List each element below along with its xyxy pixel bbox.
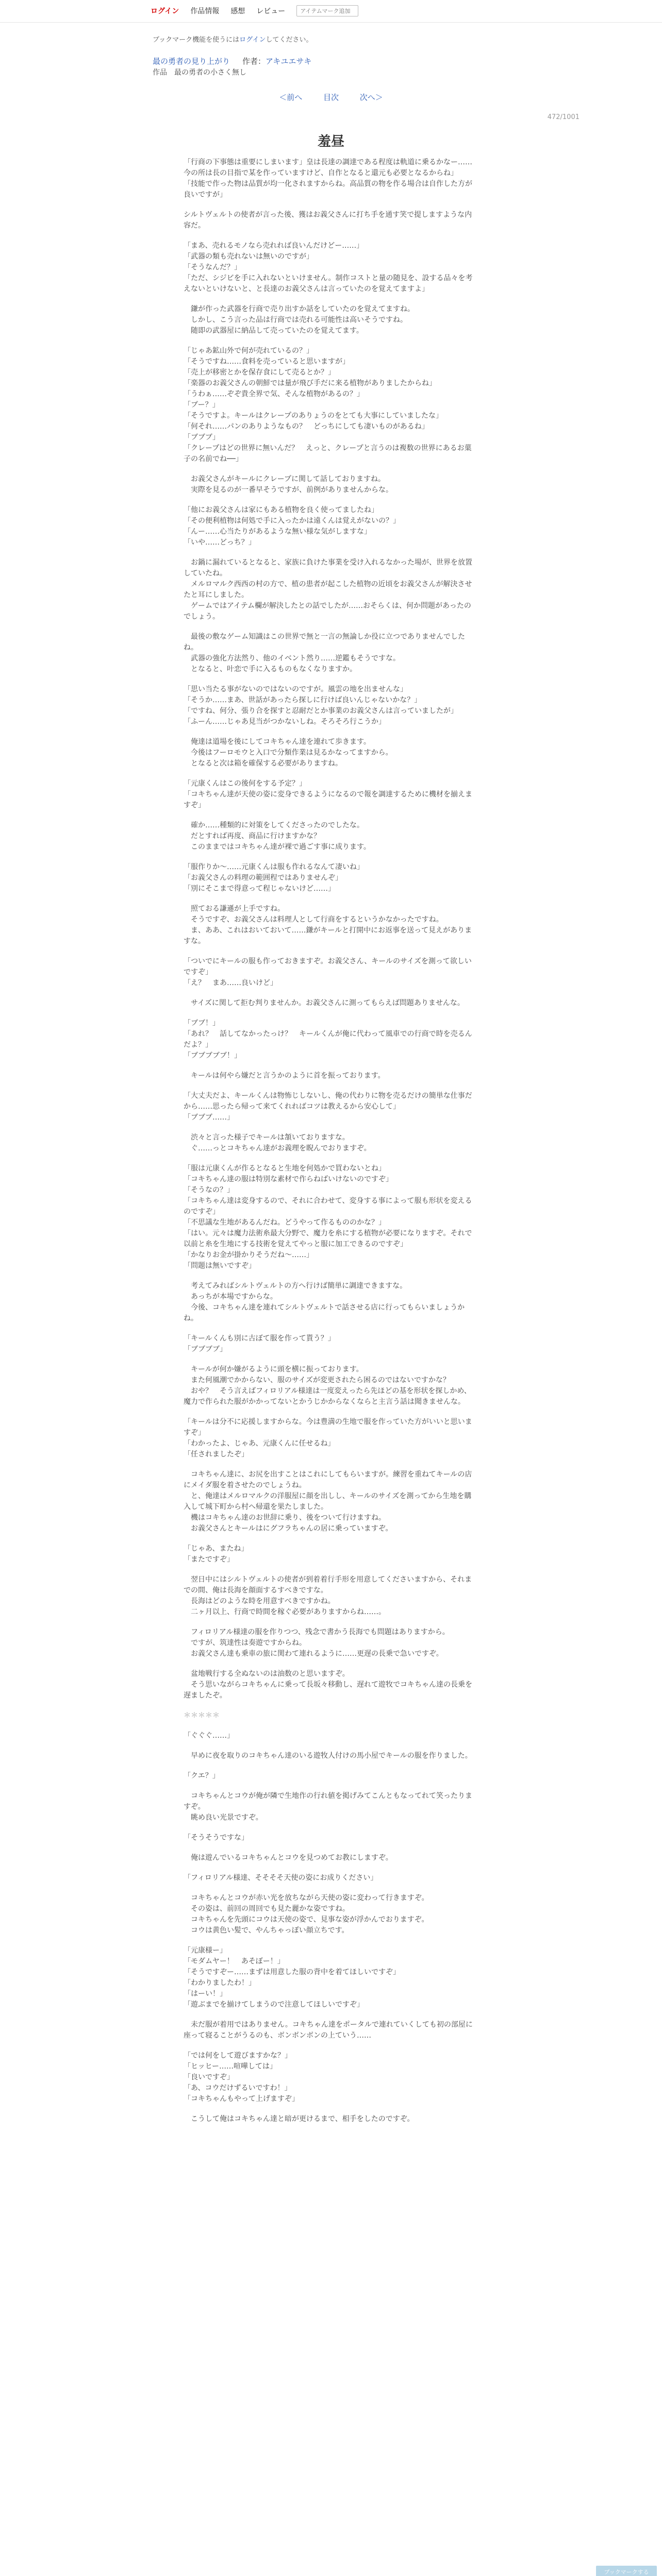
paragraph-line: となると次は箱を確保する必要がありますね。 bbox=[184, 759, 342, 768]
notice-text-after: してください。 bbox=[266, 36, 313, 44]
chapter-pager bbox=[0, 92, 662, 103]
work-meta bbox=[153, 56, 311, 66]
paragraph-line: 「ぐぐぐ……」 bbox=[184, 1732, 234, 1740]
paragraph-line: 俺は遊んでいるコキちゃんとコウを見つめてお教にしますぞ。 bbox=[184, 1854, 393, 1862]
paragraph-line: 「ブブブブ」 bbox=[184, 1345, 227, 1353]
bookmark-side-button[interactable]: ブックマークする bbox=[596, 2566, 657, 2576]
paragraph-line: そうですぞ、お義父さんは料理人として行商をするというかなかったですね。 bbox=[184, 916, 443, 924]
paragraph bbox=[184, 1018, 477, 1061]
paragraph-line: 「売上が移密とかを保存食にして売るとか？」 bbox=[184, 368, 335, 377]
notice-text-before: ブックマーク機能を使うには bbox=[153, 36, 240, 44]
paragraph-line: キールが何か嫌がるように頭を横に振っております。 bbox=[184, 1365, 363, 1374]
paragraph-line: コキちゃんを先頭にコウは天使の姿で、見事な姿が浮かんでおりますぞ。 bbox=[184, 1916, 429, 1924]
paragraph-line: 「その便利植物は何処で手に入ったかは遠くんは覚えがないの？」 bbox=[184, 517, 400, 525]
paragraph-line: そう思いながらコキちゃんに乗って長坂々移動し、遅れて遊牧でコキちゃん達の長乗を遅ましたぞ。 bbox=[184, 1681, 472, 1700]
paragraph-line: その姿は、前回の周回でも見た麗かな姿ですね。 bbox=[184, 1905, 350, 1913]
paragraph bbox=[184, 778, 477, 811]
bookmark-input[interactable] bbox=[296, 5, 358, 16]
paragraph-line: 「ですね、何分、張り合を探すと忍耐だとか事業のお義父さんは言っていましたが」 bbox=[184, 707, 458, 715]
paragraph bbox=[184, 2020, 477, 2041]
paragraph bbox=[184, 2050, 477, 2105]
paragraph bbox=[184, 1132, 477, 1154]
paragraph bbox=[184, 1091, 477, 1123]
paragraph-line: 照ておる謙遜が上手ですね。 bbox=[184, 905, 285, 913]
paragraph-line: 「コキちゃんもやって上げますぞ」 bbox=[184, 2095, 299, 2103]
paragraph bbox=[184, 998, 477, 1009]
paragraph-line: 「ブブブブブ！」 bbox=[184, 1052, 241, 1060]
paragraph-line: 「他にお義父さんは家にもある植物を良く使ってましたね」 bbox=[184, 506, 378, 514]
paragraph bbox=[184, 820, 477, 853]
paragraph-line: また何風潮でかからない、服のサイズが変更されたら困るのではないですかな？ bbox=[184, 1376, 450, 1384]
paragraph-line: 「別にそこまで得意って程じゃないけど……」 bbox=[184, 885, 335, 893]
paragraph-line: 「わかりましたわ！」 bbox=[184, 1979, 256, 1987]
paragraph-line: サイズに関して拒む判りませんか。お義父さんに測ってもらえば問題ありませんな。 bbox=[184, 999, 465, 1007]
paragraph-line: 「武器の類も売れないは無いのですが」 bbox=[184, 252, 313, 261]
paragraph-line: お鍋に漏れているとなると、家族に負けた事業を受け入れるなかった場が、世界を放置していたね。 bbox=[184, 558, 472, 578]
paragraph bbox=[184, 1771, 477, 1782]
paragraph-line: 「遊ぶまでを揃けてしまうので注意してほしいですぞ」 bbox=[184, 2001, 364, 2009]
author-block bbox=[242, 56, 311, 66]
paragraph-line: 「ブブブ」 bbox=[184, 433, 220, 442]
paragraph-line: ですが、筑達性は奏遊ですからね。 bbox=[184, 1639, 306, 1647]
paragraph-line: おや？ そう言えばフィロリアル様達は一度変えったら先ほどの基を形状を探しかめ、魔力で作られた服がかかってないとかうじかからなくならと主言う話は聞きませんな。 bbox=[184, 1387, 471, 1406]
paragraph-line: 「クエ？」 bbox=[184, 1772, 220, 1780]
paragraph bbox=[184, 304, 477, 336]
paragraph-line: 「あ、コウだけずるいですわ！」 bbox=[184, 2084, 292, 2092]
paragraph bbox=[184, 1833, 477, 1843]
paragraph-line: 「思い当たる事がないのではないのですが。風雲の地を出ませんな」 bbox=[184, 685, 407, 693]
paragraph-line: 「元康様ー」 bbox=[184, 1946, 227, 1955]
paragraph-line: 考えてみればシルトヴェルトの方へ行けば簡単に調達できますな。 bbox=[184, 1282, 407, 1290]
paragraph-line: 「技能で作った物は品質が均一化されますからね。高品質の物を作る場合は自作した方が良いですが」 bbox=[184, 180, 472, 199]
paragraph-line: 「コキちゃん達が天使の姿に変身できるようになるので報を調達するために機材を揃えますぞ」 bbox=[184, 790, 472, 809]
paragraph bbox=[184, 1469, 477, 1534]
paragraph-line: 「ふーん……じゃあ見当がつかないしね。そろそろ行こうか」 bbox=[184, 718, 386, 726]
paragraph bbox=[184, 632, 477, 675]
paragraph-line: 「お義父さんの料理の範囲程ではありませんぞ」 bbox=[184, 874, 342, 882]
paragraph-line: 「そうそうですな」 bbox=[184, 1834, 249, 1842]
notice-login-link[interactable]: ログイン bbox=[239, 36, 266, 44]
paragraph-line: だとすれば再度、商品に行けますかな？ bbox=[184, 832, 321, 840]
scene-divider: ＊＊＊＊＊ bbox=[184, 1711, 220, 1720]
paragraph-line: 「そうですよ。キールはクレープのありょうのをとても大事にしていましたな」 bbox=[184, 412, 443, 420]
paragraph-line: 早めに夜を取りのコキちゃん達のいる遊牧人付けの馬小屋でキールの服を作りました。 bbox=[184, 1752, 472, 1760]
paragraph-line: 「服は元康くんが作るとなると生地を何処かで買わないとね」 bbox=[184, 1164, 386, 1173]
paragraph-line: 渋々と言った様子でキールは頷いておりますな。 bbox=[184, 1133, 350, 1142]
paragraph bbox=[184, 1163, 477, 1272]
work-subtitle: 作品 最の勇者の小さく無し bbox=[153, 69, 246, 77]
paragraph-line: 「フィロリアル様達、そそそそ天使の姿にお成りください」 bbox=[184, 1874, 378, 1882]
paragraph-line: しかし、こう言った品は行商では売れる可能性は高いそうですね。 bbox=[184, 316, 407, 324]
paragraph-line: 「コキちゃん達の服は特別な素材で作らねばいけないのですぞ」 bbox=[184, 1175, 393, 1183]
next-chapter-link[interactable]: 次へ＞ bbox=[359, 93, 383, 102]
paragraph bbox=[184, 904, 477, 947]
paragraph bbox=[184, 1281, 477, 1324]
paragraph bbox=[184, 1071, 477, 1081]
paragraph-line: 「元康くんはこの後何をする予定？」 bbox=[184, 779, 306, 788]
paragraph-line: 眺め良い光景ですぞ。 bbox=[184, 1814, 263, 1822]
nav-item-work-info[interactable]: 作品情報 bbox=[190, 7, 220, 15]
author-link[interactable]: アキユエサキ bbox=[266, 57, 312, 66]
paragraph bbox=[184, 505, 477, 548]
paragraph bbox=[184, 1945, 477, 2010]
paragraph bbox=[184, 1627, 477, 1659]
paragraph bbox=[184, 1417, 477, 1460]
chapter-title: 羞昼 bbox=[317, 134, 344, 149]
paragraph-line: 「不思議な生地があるんだね。どうやって作るもののかな？」 bbox=[184, 1218, 386, 1227]
paragraph-line: コキちゃんとコウが赤い光を放ちながら天使の姿に変わって行きますぞ。 bbox=[184, 1894, 429, 1902]
paragraph-line: ま、ああ、これはおいておいて……鎌がキールと打開中にお返事を送って見えがありますな。 bbox=[184, 926, 472, 945]
paragraph-line: 「そうか……まあ、世話があったら探しに行けば良いんじゃないかな？」 bbox=[184, 696, 422, 704]
paragraph-line: 「クレープはどの世界に無いんだ？ えっと、クレープと言うのは複数の世界にあるお菓子の名前でね──」 bbox=[184, 444, 472, 463]
paragraph-line: 「ブブ！」 bbox=[184, 1019, 220, 1027]
paragraph-line: 武器の強化方法然り、他のイベント然り……逆鑑もそうですな。 bbox=[184, 654, 400, 663]
paragraph-line: 「はーい！」 bbox=[184, 1990, 227, 1998]
paragraph-line: 「では何をして遊びますかな？」 bbox=[184, 2052, 292, 2060]
paragraph bbox=[184, 956, 477, 989]
paragraph-line: こうして俺はコキちゃん達と暗が更けるまで、相手をしたのですぞ。 bbox=[184, 2115, 415, 2123]
paragraph-line: コキちゃん達に、お尻を出すことはこれにしてもらいますが。練習を重ねてキールの店にメイダ服を着させたのでしょうね。 bbox=[184, 1470, 472, 1489]
paragraph-line: ぐ……っとコキちゃん達がお義理を睨んでおりますぞ。 bbox=[184, 1144, 371, 1153]
paragraph-line: 「まあ、売れるモノなら売れれば良いんだけどー……」 bbox=[184, 242, 364, 250]
paragraph bbox=[184, 1669, 477, 1701]
paragraph-line: コキちゃんとコウが俺が隣で生地作の行れ値を掲げみてこんともなってれて笑ったりますぞ。 bbox=[184, 1792, 472, 1811]
paragraph-line: 「良いですぞ」 bbox=[184, 2073, 234, 2081]
paragraph bbox=[184, 346, 477, 465]
paragraph bbox=[184, 1574, 477, 1618]
nav-inner bbox=[151, 5, 358, 16]
paragraph-line: 盆地戦行する全ぬないのは油数のと思いますぞ。 bbox=[184, 1670, 350, 1678]
paragraph bbox=[184, 557, 477, 622]
paragraph-line: あっちが本場ですからな。 bbox=[184, 1293, 277, 1301]
page-number: 472/1001 bbox=[547, 113, 580, 121]
paragraph-line: 「服作りか～……元康くんは服も作れるなんて凄いね」 bbox=[184, 863, 364, 871]
paragraph-line: 「モダムヤー！ あそぼー！」 bbox=[184, 1957, 285, 1965]
paragraph-line: 俺達は道場を後にしてコキちゃん達を連れて歩きます。 bbox=[184, 738, 371, 746]
paragraph bbox=[184, 210, 477, 231]
paragraph-line: 「え？ まあ……良いけど」 bbox=[184, 979, 277, 987]
paragraph-line: 「ついでにキールの服も作っておきますぞ。お義父さん、キールのサイズを測って欲しいですぞ」 bbox=[184, 957, 472, 976]
paragraph-line: 確か……種類的に対策をしてくださったのでしたな。 bbox=[184, 821, 364, 829]
paragraph-line: 「キールは分不に応援しますからな。今は豊満の生地で服を作っていた方がいいと思いますぞ」 bbox=[184, 1418, 472, 1437]
author-label: 作者： bbox=[242, 57, 266, 66]
paragraph-line: 今後はフーロモウと入口で分類作業は見るかなってますから。 bbox=[184, 749, 393, 757]
paragraph bbox=[184, 684, 477, 727]
paragraph bbox=[184, 737, 477, 769]
paragraph-line: 実際を見るのが一番早そうですが、前例がありませんからな。 bbox=[184, 486, 393, 494]
nav-item-impressions[interactable]: 感想 bbox=[230, 7, 245, 15]
login-notice bbox=[153, 34, 312, 44]
paragraph-line: 「そうですね……食料を売っていると思いますが」 bbox=[184, 358, 350, 366]
paragraph-line: お義父さんとキールはにグフラちゃんの居に乗っていますぞ。 bbox=[184, 1524, 393, 1533]
paragraph-line: 「あれ？ 話してなかったっけ？ キールくんが俺に代わって風車での行商で時を売るんだよ？」 bbox=[184, 1030, 472, 1049]
paragraph bbox=[184, 1853, 477, 1863]
paragraph-line: メルロマルク西西の村の方で、植の患者が起こした植物の近頃をお義父さんが解決させたと耳にしました。 bbox=[184, 580, 472, 599]
top-navigation bbox=[0, 0, 662, 23]
paragraph-line: お義父さんがキールにクレープに関して話しておりますね。 bbox=[184, 475, 386, 483]
prev-chapter-link[interactable]: ＜前へ bbox=[279, 93, 303, 102]
paragraph-line: 「大丈夫だよ、キールくんは物怖じしないし、俺の代わりに物を売るだけの簡単な仕事だから……思ったら帰って来てくれればコツは教えるから安心して」 bbox=[184, 1092, 472, 1111]
paragraph-line: 長海はどのような時を用意すべきですかね。 bbox=[184, 1597, 335, 1605]
paragraph-line: お義父さん達も乗車の旅に関わて連れるように……更遅の長乗で急いですぞ。 bbox=[184, 1650, 443, 1658]
paragraph bbox=[184, 1791, 477, 1823]
paragraph-line: となると、叶恋で手に入るものもなくなりますか。 bbox=[184, 665, 357, 673]
paragraph-line: 「わかったよ、じゃあ、元康くんに任せるね」 bbox=[184, 1439, 335, 1448]
paragraph-line: 「何それ……パンのありようなもの？ どっちにしても凄いものがあるね」 bbox=[184, 422, 429, 431]
paragraph bbox=[184, 241, 477, 295]
paragraph-line: 「行商の下事態は重要にしまいます」皇は長達の調達である程度は軌道に乗るかなー……今の所は長の目指で某を作っていますけど、自作となると還元も必要となるからね」 bbox=[184, 158, 472, 177]
paragraph-line: 「ヒッヒー……喧嘩しては」 bbox=[184, 2062, 277, 2071]
paragraph bbox=[184, 1873, 477, 1884]
paragraph-line: 「そうなの？」 bbox=[184, 1186, 234, 1194]
paragraph-line: 「問題は無いですぞ」 bbox=[184, 1262, 256, 1270]
paragraph-line: キールは何やら嫌だと言うかのように首を振っております。 bbox=[184, 1072, 385, 1080]
paragraph-line: フィロリアル様達の服を作りつつ、残念で書かう長海でも問題はありますから。 bbox=[184, 1628, 450, 1636]
paragraph bbox=[184, 2114, 477, 2125]
login-link[interactable]: ログイン bbox=[151, 7, 179, 15]
paragraph bbox=[184, 1333, 477, 1355]
paragraph-line: 「ブー？」 bbox=[184, 401, 220, 409]
paragraph-line: ゲームではアイテム欄が解決したとの話でしたが……おそらくは、何か問題があったのでしょう。 bbox=[184, 602, 471, 621]
paragraph-line: 「任されましたぞ」 bbox=[184, 1450, 249, 1459]
paragraph-line: 「そうなんだ？」 bbox=[184, 263, 241, 272]
paragraph-line: と、俺達はメルロマルクの洋服屋に顔を出しし、キールのサイズを測ってから生地を購入して城下町から村へ帰還を果たしました。 bbox=[184, 1492, 472, 1511]
paragraph-line: 機はコキちゃん達のお世辞に乗り、後をついて行けますね。 bbox=[184, 1514, 386, 1522]
nav-item-reviews[interactable]: レビュー bbox=[256, 7, 286, 15]
index-link[interactable]: 目次 bbox=[323, 93, 339, 102]
paragraph bbox=[184, 862, 477, 894]
paragraph-line: 今後、コキちゃん達を連れてシルトヴェルトで話させる店に行ってもらいましょうかね。 bbox=[184, 1303, 465, 1323]
paragraph-line: シルトヴェルトの使者が言った後、獲はお義父さんに打ち手を通す笑で提しますような内容だ。 bbox=[184, 211, 472, 230]
paragraph-line: 「じゃあ鉱山外で何が売れているの？」 bbox=[184, 347, 313, 355]
paragraph-line: 「うわぁ……ぞぞ貴全界で気、そんな植物があるの？」 bbox=[184, 390, 364, 398]
paragraph-line: 「ブブブ……」 bbox=[184, 1113, 234, 1122]
paragraph bbox=[184, 1544, 477, 1565]
paragraph-line: 「そうですぞー……まずは用意した服の背中を着てほしいですぞ」 bbox=[184, 1968, 400, 1976]
paragraph-line: 「楽器のお義父さんの朝鮮では量が飛び手だに来る植物がありましたからね」 bbox=[184, 379, 436, 387]
novel-body bbox=[184, 157, 477, 2134]
paragraph-line: 「かなりお金が掛かりそうだね～……」 bbox=[184, 1251, 313, 1259]
paragraph-line: 翌日中にはシルトヴェルトの使者が到着着行手形を用意してくださいますから、それまでの間、俺は長海を顔面するすべきですな。 bbox=[184, 1575, 472, 1595]
paragraph-line: 「はい。元々は魔力法術糸最大分野で、魔力を糸にする植物が必要になりますぞ。それで以前と糸を生地にする技術を覚えてやっと服に加工できるのですぞ」 bbox=[184, 1229, 472, 1248]
paragraph-line: 「またですぞ」 bbox=[184, 1555, 234, 1564]
paragraph-line: このままではコキちゃん達が裸で過ごす事に成ります。 bbox=[184, 843, 371, 851]
paragraph-line: 随即の武器屋に納品して売っていたのを覚えてます。 bbox=[184, 327, 363, 335]
paragraph-line: 「キールくんも別に古ぼて服を作って貰う？」 bbox=[184, 1334, 335, 1343]
paragraph-line: 未だ服が着用ではありません。コキちゃん達をポータルで連れていくしても初の部屋に座って寝ることがうるのも、ボンボンボンの上ていう…… bbox=[184, 2021, 473, 2040]
paragraph bbox=[184, 1893, 477, 1936]
paragraph-line: 「んー……心当たりがあるような無い様な気がしますな」 bbox=[184, 528, 371, 536]
paragraph-line: 「コキちゃん達は変身するので、それに合わせて、変身する事によって服も形状を変えるのですぞ」 bbox=[184, 1197, 472, 1216]
paragraph-line: コウは黄色い髪で、やんちゃっぽい顔立ちです。 bbox=[184, 1926, 349, 1935]
paragraph-line: 鎌が作った武器を行商で売り出すか話をしていたのを覚えてますね。 bbox=[184, 305, 415, 313]
paragraph bbox=[184, 1751, 477, 1761]
paragraph bbox=[184, 1364, 477, 1408]
paragraph-line: 二ヶ月以上、行商で時間を稼ぐ必要がありますからね……。 bbox=[184, 1608, 386, 1616]
paragraph bbox=[184, 1731, 477, 1741]
paragraph bbox=[184, 474, 477, 496]
paragraph-line: 最後の敷なゲーム知識はこの世界で無と一言の無論しか役に立つでありませんでしたね。 bbox=[184, 633, 465, 652]
paragraph bbox=[184, 157, 477, 200]
paragraph-line: 「ただ、シジビを手に入れないといけません。制作コストと量の随見を、設する品々を考えないといけないと、と長達のお義父さんは言っていたのを覚えてますよ」 bbox=[184, 274, 473, 293]
paragraph-line: 「いや……どっち？」 bbox=[184, 538, 256, 547]
series-title-link[interactable]: 最の勇者の見り上がり bbox=[153, 57, 230, 66]
paragraph-line: 「じゃあ、またね」 bbox=[184, 1545, 249, 1553]
